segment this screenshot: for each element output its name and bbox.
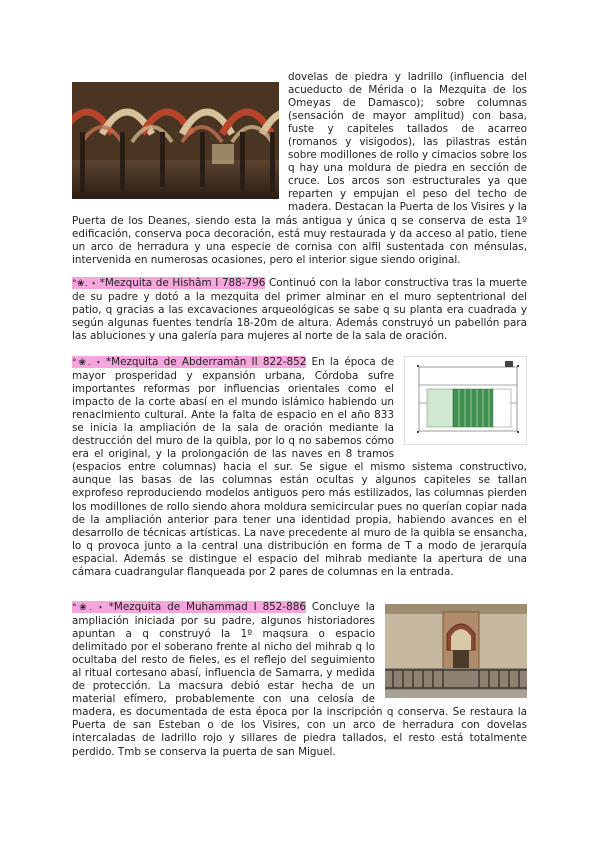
section-abderraman-text: En la época de mayor prosperidad y expansión urbana, Córdoba sufre importantes reformas por influencias orientales como el impacto de la corte abasí en el mundo islámico habiendo un renacimiento cultural. Ante la falta de espacio en el año 833 se inicia la ampliación de la sala de oración mediante la destrucción del muro de la quibla, por lo q no sabemos cómo era el original, y la prolongación de las naves en 8 tramos (espacios entre columnas) hacia el sur. Se sigue el mismo sistema constructivo, aunque las basas de las columnas están ocultas y algunos capiteles se tallan exprofeso reproduciendo modelos antiguos pero más estilizados, las columnas pierden los modillones de rollo siendo ahora moldura semicircular pues no querían copiar nada de la ampliación anterior para tener una identidad propia, habiendo avances en el desarrollo de técnicas artísticas. La nave precedente al muro de la quibla se ensancha, lo q provoca junto a la central una distribución en forma de T a modo de jerarquía espacial. Además se distingue el espacio del mihrab mediante la apertura de una cámara cuadrangular flanqueada por 2 pares de columnas en la entrada.	[72, 356, 527, 578]
section-intro-text: dovelas de piedra y ladrillo (influencia del acueducto de Mérida o la Mezquita de los Omeyas de Damasco); sobre columnas (sensación de mayor amplitud) con basa, fuste y capiteles tallados de acarreo (romanos y visigodos), las pilastras están sobre modillones de rollo y cimacios sobre los q hay una moldura de piedra en sección de cruce. Los arcos son estructurales ya que reparten y empujan el peso del techo de madera. Destacan la Puerta de los Visires y la Puerta de los Deanes, siendo esta la más antigua y única q se conserva de esta 1º edificación, conserva poca decoración, está muy restaurada y da acceso al patio, tiene un arco de herradura y una especie de cornisa con alfil sustentada con ménsulas, intervenida en numerosas ocasiones, pero el interior sigue siendo original.	[72, 71, 527, 266]
section-muhammad-heading	[72, 601, 306, 613]
mosque-facade-door-photo	[385, 604, 527, 698]
flower-bullet-icon: °❀. ⋆	[72, 603, 109, 613]
section-muhammad-text: Concluye la ampliación iniciada por su padre, algunos historiadores apuntan a q construyó la 1º maqsura o espacio delimitado por el soberano frente al nicho del mihrab q lo ocultaba del resto de fieles, es el reflejo del seguimiento al ritual cortesano abasí, influencia de Samarra, y medida de protección. La macsura debió estar hecha de un material efímero, probablemente con una celosía de madera, es documentada de esta época por la inscripción q conserva. Se restaura la Puerta de san Esteban o de los Visires, con un arco de herradura con dovelas intercaladas de ladrillo rojo y sillares de piedra tallados, el resto está totalmente perdido. Tmb se conserva la puerta de san Miguel.	[72, 601, 527, 758]
section-abderraman	[72, 356, 527, 579]
section-muhammad	[72, 601, 527, 759]
section-hisham-title: *Mezquita de Hishâm I 788-796	[99, 277, 266, 289]
section-abderraman-heading	[72, 356, 306, 368]
section-intro	[72, 71, 527, 267]
section-muhammad-title: *Mezquita de Muhammad I 852-886	[108, 601, 306, 613]
section-hisham-heading	[72, 277, 265, 289]
flower-bullet-icon: °❀. ⋆	[72, 358, 106, 368]
mosque-floor-plan	[404, 356, 527, 445]
section-hisham-text: Continuó con la labor constructiva tras la muerte de su padre y dotó a la mezquita del primer alminar en el muro septentrional del patio, q gracias a las excavaciones arqueológicas se sabe q su planta era cuadrada y según algunas fuentes tendría 18-20m de altura. Además construyó un pabellón para las abluciones y una galería para mujeres al norte de la sala de oración.	[72, 277, 527, 343]
section-hisham-paragraph	[72, 277, 527, 343]
section-abderraman-title: *Mezquita de Abderramán II 822-852	[105, 356, 307, 368]
mosque-hall-arches-photo	[72, 82, 279, 199]
flower-bullet-icon: °❀. ⋆	[72, 279, 100, 289]
section-hisham	[72, 277, 527, 343]
